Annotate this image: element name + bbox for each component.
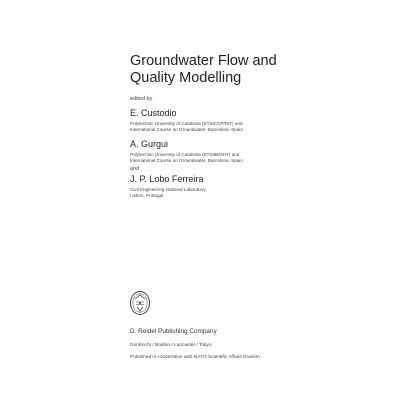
editor-affiliation-2-line-1: Polytechnic University of Catalonia (ETSIIB/DHT) and — [130, 152, 240, 157]
publisher-name: D. Reidel Publishing Company — [130, 328, 217, 335]
and-label: and — [130, 166, 140, 172]
editor-affiliation-2 — [130, 152, 243, 165]
book-title-line-1: Groundwater Flow and — [130, 53, 277, 69]
publisher-cities: Dordrecht / Boston / Lancaster / Tokyo — [130, 343, 212, 348]
editor-affiliation-1-line-1: Polytechnic University of Catalonia (ETSICCP/DIT) and — [130, 121, 243, 126]
book-title — [130, 53, 277, 87]
cooperation-note: Published in cooperation with NATO Scientific Affairs Division — [130, 355, 260, 360]
editor-affiliation-3 — [130, 187, 207, 200]
editor-name-1: E. Custodio — [130, 108, 177, 118]
editor-name-3: J. P. Lobo Ferreira — [130, 174, 204, 184]
editor-affiliation-2-line-2: International Course on Groundwater, Barcelona, Spain — [130, 158, 243, 164]
editor-affiliation-3-line-2: Lisbon, Portugal — [130, 193, 164, 199]
editor-affiliation-1-line-2: International Course on Groundwater, Barcelona, Spain — [130, 127, 243, 133]
reidel-publisher-logo-icon — [129, 290, 151, 316]
editor-affiliation-3-line-1: Civil Engineering National Laboratory, — [130, 187, 207, 192]
editor-affiliation-1 — [130, 121, 243, 134]
book-title-line-2: Quality Modelling — [130, 70, 242, 86]
edited-by-label: edited by — [130, 96, 153, 102]
editor-name-2: A. Gurgui — [130, 139, 169, 149]
